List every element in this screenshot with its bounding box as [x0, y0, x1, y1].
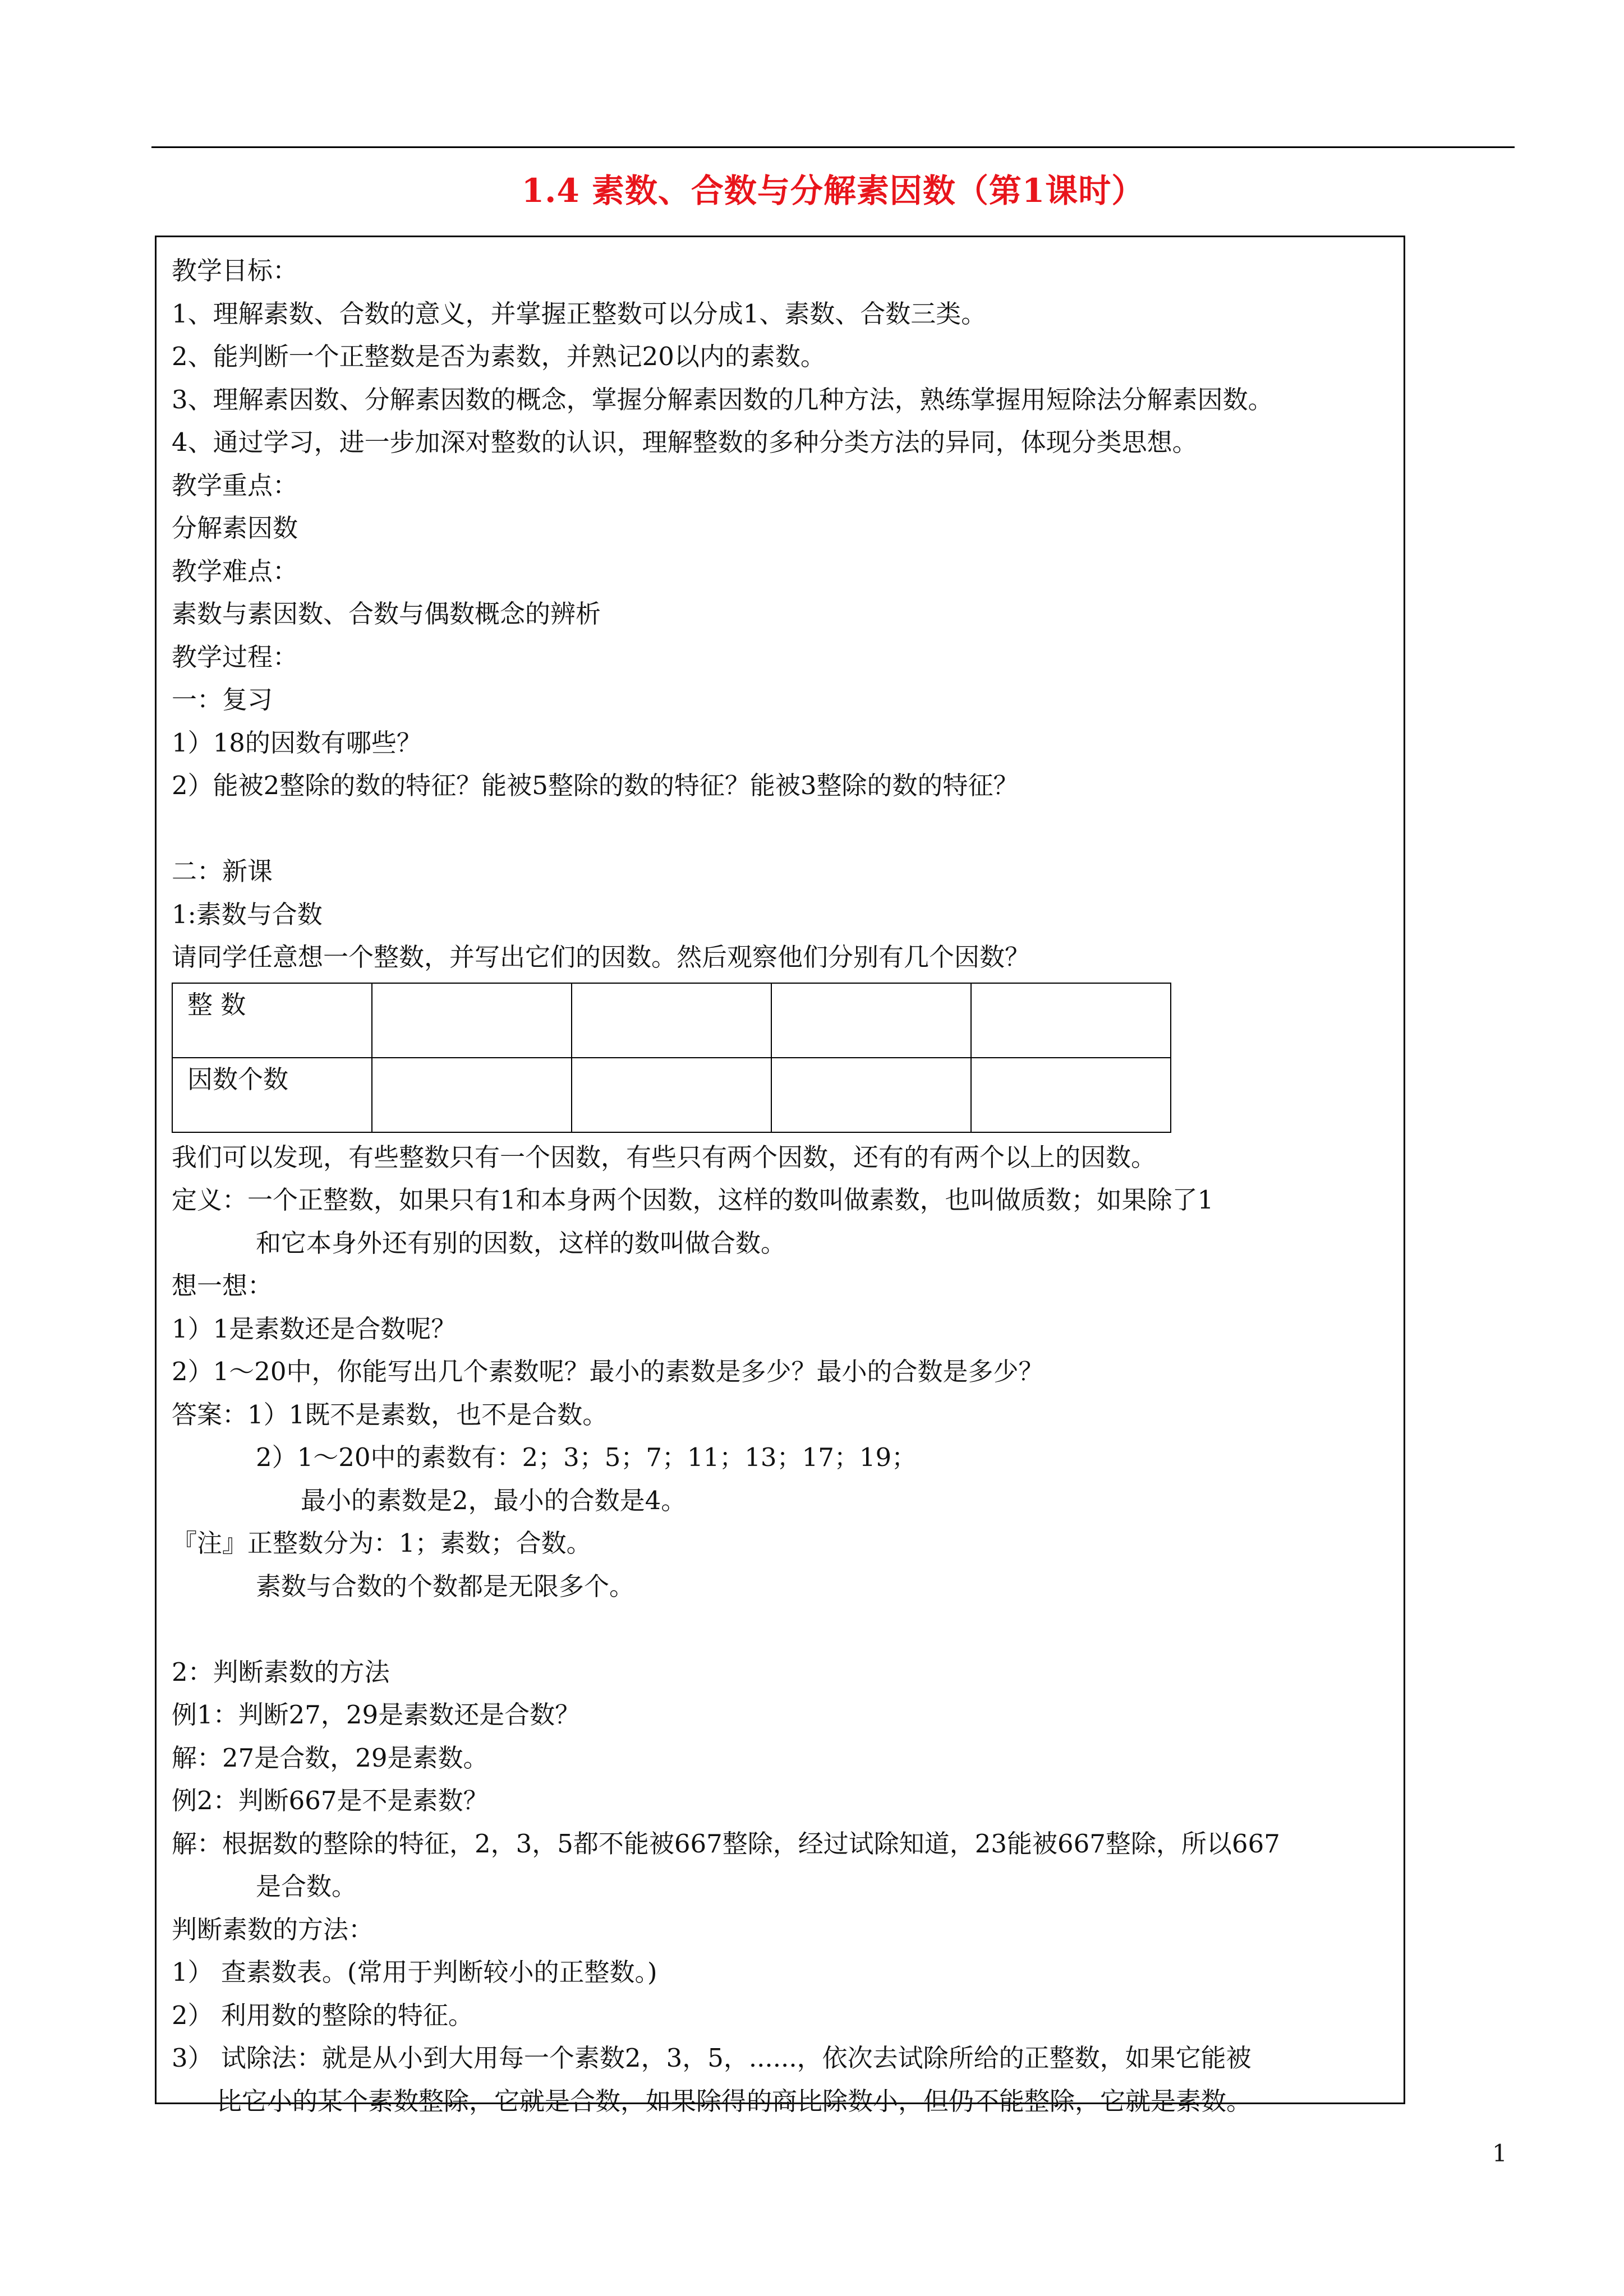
- text-line: 和它本身外还有别的因数，这样的数叫做合数。: [256, 1228, 786, 1258]
- table-header-integer: 整 数: [172, 983, 372, 1058]
- text-line: 我们可以发现，有些整数只有一个因数，有些只有两个因数，还有的有两个以上的因数。: [172, 1142, 1157, 1172]
- text-line: 判断素数的方法：: [172, 1914, 374, 1944]
- text-line: 比它小的某个素数整除，它就是合数，如果除得的商比除数小，但仍不能整除，它就是素数。: [217, 2086, 1252, 2116]
- text-line: 教学过程：: [172, 642, 298, 672]
- table-row: [172, 1058, 1171, 1132]
- text-line: 二：新课: [172, 856, 273, 886]
- text-line: 答案：1）1既不是素数，也不是合数。: [172, 1399, 608, 1430]
- text-line: 3、理解素因数、分解素因数的概念，掌握分解素因数的几种方法，熟练掌握用短除法分解素因数。: [172, 384, 1273, 414]
- text-line: 解：27是合数，29是素数。: [172, 1742, 489, 1773]
- page-title: 1.4 素数、合数与分解素因数（第1课时）: [521, 172, 1145, 210]
- text-line: 2、能判断一个正整数是否为素数，并熟记20以内的素数。: [172, 342, 826, 371]
- text-line: 『注』正整数分为：1；素数；合数。: [172, 1528, 592, 1558]
- text-line: 1、理解素数、合数的意义，并掌握正整数可以分成1、素数、合数三类。: [172, 298, 987, 329]
- text-line: 2）1～20中的素数有：2；3；5；7；11；13；17；19；: [256, 1442, 917, 1472]
- text-line: 2） 利用数的整除的特征。: [172, 2000, 473, 2030]
- table-cell: [572, 983, 771, 1058]
- text-line: 1）1是素数还是合数呢？: [172, 1313, 457, 1344]
- text-line: 分解素因数: [172, 513, 298, 543]
- text-line: 例2：判断667是不是素数？: [172, 1786, 489, 1815]
- table-cell: [971, 1058, 1171, 1132]
- table-cell: [971, 983, 1171, 1058]
- table-cell: [572, 1058, 771, 1132]
- lesson-content: [172, 250, 1400, 2123]
- table-row: [172, 983, 1171, 1058]
- text-line: 4、通过学习，进一步加深对整数的认识，理解整数的多种分类方法的异同，体现分类思想。: [172, 427, 1198, 457]
- text-line: 1）18的因数有哪些？: [172, 727, 422, 758]
- table-cell: [771, 983, 971, 1058]
- factor-table: [172, 983, 1171, 1133]
- text-line: 素数与合数的个数都是无限多个。: [256, 1571, 635, 1601]
- text-line: 3） 试除法：就是从小到大用每一个素数2，3，5，......，依次去试除所给的正整数，如果它能被: [172, 2043, 1252, 2073]
- text-line: 请同学任意想一个整数，并写出它们的因数。然后观察他们分别有几个因数？: [172, 942, 1030, 972]
- text-line: 是合数。: [256, 1871, 357, 1901]
- text-line: 1:素数与合数: [172, 899, 323, 929]
- text-line: 最小的素数是2，最小的合数是4。: [301, 1485, 687, 1515]
- text-line: 解：根据数的整除的特征，2，3，5都不能被667整除，经过试除知道，23能被667整除，所以667: [172, 1828, 1280, 1859]
- text-line: 定义：一个正整数，如果只有1和本身两个因数，这样的数叫做素数，也叫做质数；如果除了1: [172, 1185, 1214, 1215]
- table-cell: [771, 1058, 971, 1132]
- text-line: 想一想：: [172, 1271, 273, 1301]
- text-line: 教学目标：: [172, 256, 298, 285]
- blank-line: [172, 1608, 1400, 1651]
- table-cell: [372, 983, 572, 1058]
- header-rule: [151, 146, 1515, 148]
- table-header-factor-count: 因数个数: [172, 1058, 372, 1132]
- text-line: 2）1～20中，你能写出几个素数呢？最小的素数是多少？最小的合数是多少？: [172, 1357, 1044, 1386]
- text-line: 教学难点：: [172, 556, 298, 586]
- text-line: 教学重点：: [172, 470, 298, 500]
- text-line: 1） 查素数表。(常用于判断较小的正整数。): [172, 1957, 657, 1987]
- text-line: 素数与素因数、合数与偶数概念的辨析: [172, 599, 601, 629]
- page-number: 1: [1492, 2140, 1507, 2167]
- text-line: 例1：判断27，29是素数还是合数？: [172, 1700, 581, 1730]
- text-line: 2：判断素数的方法: [172, 1657, 390, 1687]
- table-cell: [372, 1058, 572, 1132]
- text-line: 一：复习: [172, 685, 273, 714]
- text-line: 2）能被2整除的数的特征？能被5整除的数的特征？能被3整除的数的特征？: [172, 771, 1019, 800]
- blank-line: [172, 808, 1400, 851]
